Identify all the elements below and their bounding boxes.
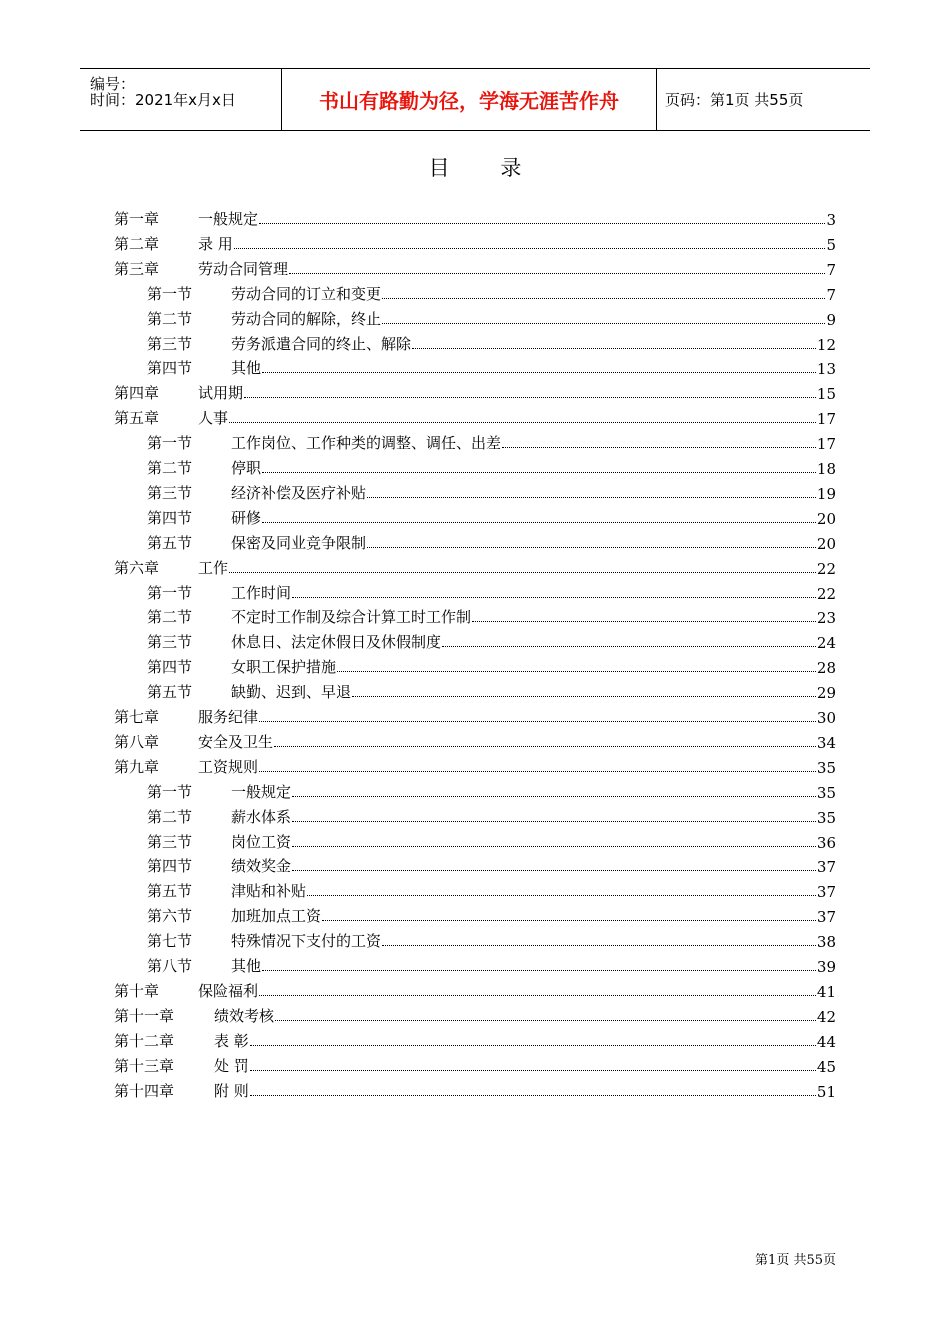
toc-leader-dots	[289, 273, 825, 274]
toc-entry[interactable]	[114, 1027, 836, 1051]
toc-entry-number: 第四节	[147, 857, 193, 876]
toc-leader-dots	[259, 771, 816, 772]
toc-entry[interactable]	[147, 529, 836, 553]
toc-entry-label: 岗位工资	[231, 832, 292, 851]
toc-entry-number: 第十四章	[114, 1081, 175, 1100]
toc-entry-label: 人事	[198, 409, 229, 428]
toc-entry-number: 第二节	[147, 608, 193, 627]
toc-entry-page: 17	[816, 410, 836, 429]
toc-leader-dots	[259, 223, 825, 224]
toc-entry-label: 保密及同业竞争限制	[231, 533, 367, 552]
toc-entry-number: 第五章	[114, 409, 160, 428]
toc-entry[interactable]	[147, 628, 836, 652]
toc-entry[interactable]	[147, 603, 836, 627]
toc-entry[interactable]	[114, 554, 836, 578]
toc-entry[interactable]	[114, 404, 836, 428]
toc-entry-label: 一般规定	[198, 210, 259, 228]
toc-entry[interactable]	[147, 479, 836, 503]
toc-entry-label: 其他	[231, 359, 262, 378]
toc-leader-dots	[292, 846, 816, 847]
toc-entry-page: 20	[816, 534, 836, 553]
toc-entry-page: 44	[816, 1032, 836, 1051]
toc-entry-label: 停职	[231, 459, 262, 477]
toc-entry-page: 9	[826, 310, 836, 329]
toc-entry-label: 其他	[231, 957, 262, 975]
toc-entry[interactable]	[147, 778, 836, 802]
toc-entry-number: 第一节	[147, 284, 193, 303]
toc-entry-number: 第八节	[147, 957, 193, 975]
toc-leader-dots	[412, 348, 816, 349]
toc-entry-number: 第一节	[147, 583, 193, 602]
toc-entry-number: 第五节	[147, 683, 193, 702]
toc-entry-page: 38	[816, 933, 836, 952]
toc-entry[interactable]	[147, 429, 836, 453]
toc-entry-label: 不定时工作制及综合计算工时工作制	[231, 608, 472, 627]
toc-leader-dots	[274, 746, 816, 747]
toc-entry-label: 一般规定	[231, 782, 292, 801]
header-meta	[80, 69, 280, 130]
toc-leader-dots	[262, 472, 816, 473]
toc-entry-page: 30	[816, 709, 836, 727]
toc-entry-label: 薪水体系	[231, 807, 292, 826]
toc-entry-number: 第十一章	[114, 1006, 175, 1025]
toc-entry[interactable]	[147, 504, 836, 528]
toc-entry-page: 23	[816, 609, 836, 628]
toc-entry-number: 第十章	[114, 981, 160, 1000]
toc-leader-dots	[244, 397, 816, 398]
toc-entry-page: 13	[816, 360, 836, 379]
toc-entry-number: 第二节	[147, 459, 193, 477]
toc-entry[interactable]	[147, 803, 836, 827]
toc-leader-dots	[275, 1020, 816, 1021]
toc-entry-page: 36	[816, 833, 836, 852]
toc-entry-label: 服务纪律	[198, 708, 259, 726]
toc-entry-page: 34	[816, 733, 836, 752]
toc-leader-dots	[382, 945, 816, 946]
toc-entry-number: 第八章	[114, 732, 160, 751]
toc-entry-number: 第二节	[147, 807, 193, 826]
toc-entry-number: 第三节	[147, 832, 193, 851]
toc-entry-label: 休息日、法定休假日及休假制度	[231, 633, 442, 652]
toc-entry-label: 女职工保护措施	[231, 658, 337, 677]
toc-leader-dots	[229, 422, 816, 423]
toc-entry-number: 第一章	[114, 210, 160, 228]
toc-entry-number: 第三章	[114, 259, 160, 278]
toc-entry-label: 工作岗位、工作种类的调整、调任、出差	[231, 434, 502, 453]
toc-entry-page: 19	[816, 484, 836, 503]
toc-entry[interactable]	[147, 902, 836, 926]
toc-entry[interactable]	[114, 753, 836, 777]
toc-entry-number: 第四节	[147, 658, 193, 677]
toc-entry[interactable]	[147, 877, 836, 901]
toc-leader-dots	[352, 696, 816, 697]
toc-leader-dots	[250, 1045, 816, 1046]
toc-entry-number: 第五节	[147, 882, 193, 901]
toc-entry-page: 24	[816, 634, 836, 653]
toc-entry[interactable]	[147, 678, 836, 702]
toc-entry-page: 35	[816, 783, 836, 802]
toc-entry[interactable]	[147, 852, 836, 876]
toc-leader-dots	[292, 821, 816, 822]
document-date: 时间：2021年x月x日	[90, 91, 236, 109]
toc-entry[interactable]	[114, 1002, 836, 1026]
toc-entry-label: 特殊情况下支付的工资	[231, 932, 382, 951]
toc-entry-number: 第三节	[147, 334, 193, 353]
toc-leader-dots	[259, 995, 816, 996]
toc-entry-label: 津贴和补贴	[231, 882, 307, 901]
toc-entry-page: 3	[826, 211, 836, 229]
toc-entry-page: 41	[816, 982, 836, 1001]
toc-entry-page: 18	[816, 460, 836, 478]
page-footer: 第1页 共55页	[755, 1253, 836, 1268]
toc-entry-number: 第三节	[147, 633, 193, 652]
toc-entry-page: 12	[816, 335, 836, 354]
toc-entry[interactable]	[114, 1052, 836, 1076]
toc-entry[interactable]	[147, 579, 836, 603]
toc-entry-page: 45	[816, 1057, 836, 1076]
toc-entry-number: 第一节	[147, 782, 193, 801]
toc-entry-page: 17	[816, 435, 836, 454]
toc-entry-label: 表 彰	[214, 1031, 249, 1050]
toc-entry-number: 第四节	[147, 359, 193, 378]
toc-leader-dots	[502, 447, 816, 448]
toc-entry-number: 第二节	[147, 309, 193, 328]
toc-entry-label: 安全及卫生	[198, 732, 274, 751]
toc-entry-label: 附 则	[214, 1081, 249, 1100]
toc-entry-number: 第四节	[147, 508, 193, 527]
toc-entry-label: 工资规则	[198, 757, 259, 776]
toc-entry-label: 试用期	[198, 384, 244, 403]
toc-entry[interactable]	[114, 703, 836, 727]
toc-leader-dots	[234, 248, 826, 249]
document-header	[80, 68, 870, 131]
toc-entry-number: 第九章	[114, 757, 160, 776]
toc-entry-page: 28	[816, 659, 836, 678]
toc-entry[interactable]	[147, 280, 836, 304]
toc-entry-page: 7	[826, 285, 836, 304]
toc-entry-page: 42	[816, 1007, 836, 1026]
toc-leader-dots	[292, 796, 816, 797]
header-page-text: 页码：第1页 共55页	[665, 91, 804, 109]
toc-leader-dots	[382, 323, 825, 324]
toc-entry[interactable]	[147, 927, 836, 951]
toc-entry-label: 绩效考核	[214, 1006, 275, 1025]
toc-entry-page: 37	[816, 908, 836, 927]
toc-entry-page: 20	[816, 509, 836, 528]
toc-entry-number: 第七章	[114, 708, 160, 726]
toc-leader-dots	[472, 621, 816, 622]
toc-entry-number: 第二章	[114, 234, 160, 253]
toc-entry-page: 5	[826, 235, 836, 254]
toc-entry[interactable]	[147, 305, 836, 329]
toc-entry-page: 51	[816, 1082, 836, 1101]
toc-entry[interactable]	[114, 230, 836, 254]
toc-entry-number: 第十三章	[114, 1056, 175, 1075]
toc-entry-page: 22	[816, 584, 836, 603]
toc-leader-dots	[250, 1070, 816, 1071]
toc-entry-page: 37	[816, 858, 836, 877]
toc-leader-dots	[250, 1095, 816, 1096]
toc-entry-page: 22	[816, 559, 836, 578]
header-motto: 书山有路勤为径，学海无涯苦作舟	[281, 69, 657, 130]
toc-leader-dots	[367, 547, 816, 548]
toc-entry-number: 第一节	[147, 434, 193, 453]
toc-entry-page: 7	[826, 260, 836, 279]
toc-entry-page: 15	[816, 385, 836, 404]
toc-entry-label: 录 用	[198, 234, 233, 253]
toc-leader-dots	[262, 522, 816, 523]
toc-leader-dots	[292, 870, 816, 871]
toc-entry-label: 保险福利	[198, 981, 259, 1000]
toc-leader-dots	[307, 895, 816, 896]
toc-entry-number: 第三节	[147, 483, 193, 502]
toc-entry[interactable]	[147, 828, 836, 852]
toc-leader-dots	[229, 572, 816, 573]
toc-entry[interactable]	[114, 977, 836, 1001]
toc-entry-label: 经济补偿及医疗补贴	[231, 483, 367, 502]
toc-entry[interactable]	[147, 330, 836, 354]
toc-leader-dots	[337, 671, 816, 672]
toc-leader-dots	[259, 721, 816, 722]
toc-entry-label: 绩效奖金	[231, 857, 292, 876]
toc-leader-dots	[442, 646, 816, 647]
toc-entry[interactable]	[114, 205, 836, 229]
toc-leader-dots	[382, 298, 825, 299]
toc-entry-page: 37	[816, 883, 836, 902]
toc-entry-label: 缺勤、迟到、早退	[231, 683, 352, 702]
toc-entry-label: 劳动合同管理	[198, 259, 289, 278]
toc-leader-dots	[262, 372, 816, 373]
document-number-label: 编号：	[90, 75, 136, 93]
toc-entry-label: 劳务派遣合同的终止、解除	[231, 334, 412, 353]
toc-entry-label: 研修	[231, 508, 262, 527]
toc-entry-label: 劳动合同的订立和变更	[231, 284, 382, 303]
toc-entry-number: 第六章	[114, 558, 160, 577]
toc-leader-dots	[262, 970, 816, 971]
toc-entry-page: 39	[816, 958, 836, 976]
toc-leader-dots	[367, 497, 816, 498]
toc-leader-dots	[292, 597, 816, 598]
toc-entry-label: 工作时间	[231, 583, 292, 602]
toc-entry-label: 劳动合同的解除，终止	[231, 309, 382, 328]
toc-entry-number: 第六节	[147, 907, 193, 926]
toc-entry[interactable]	[147, 354, 836, 378]
toc-entry-page: 29	[816, 684, 836, 703]
toc-entry-page: 35	[816, 808, 836, 827]
toc-entry-number: 第五节	[147, 533, 193, 552]
toc-entry[interactable]	[147, 454, 836, 478]
toc-entry-label: 加班加点工资	[231, 907, 322, 926]
toc-entry[interactable]	[114, 728, 836, 752]
header-page-info	[656, 69, 870, 130]
toc-entry-label: 处 罚	[214, 1056, 249, 1075]
toc-entry-number: 第十二章	[114, 1031, 175, 1050]
toc-entry[interactable]	[147, 653, 836, 677]
toc-entry[interactable]	[114, 1077, 836, 1101]
toc-entry[interactable]	[114, 255, 836, 279]
toc-entry-page: 35	[816, 758, 836, 777]
toc-title: 目 录	[428, 156, 544, 180]
toc-leader-dots	[322, 920, 816, 921]
toc-entry-number: 第七节	[147, 932, 193, 951]
toc-entry-number: 第四章	[114, 384, 160, 403]
toc-entry[interactable]	[114, 379, 836, 403]
toc-entry[interactable]	[147, 952, 836, 976]
toc-entry-label: 工作	[198, 558, 229, 577]
